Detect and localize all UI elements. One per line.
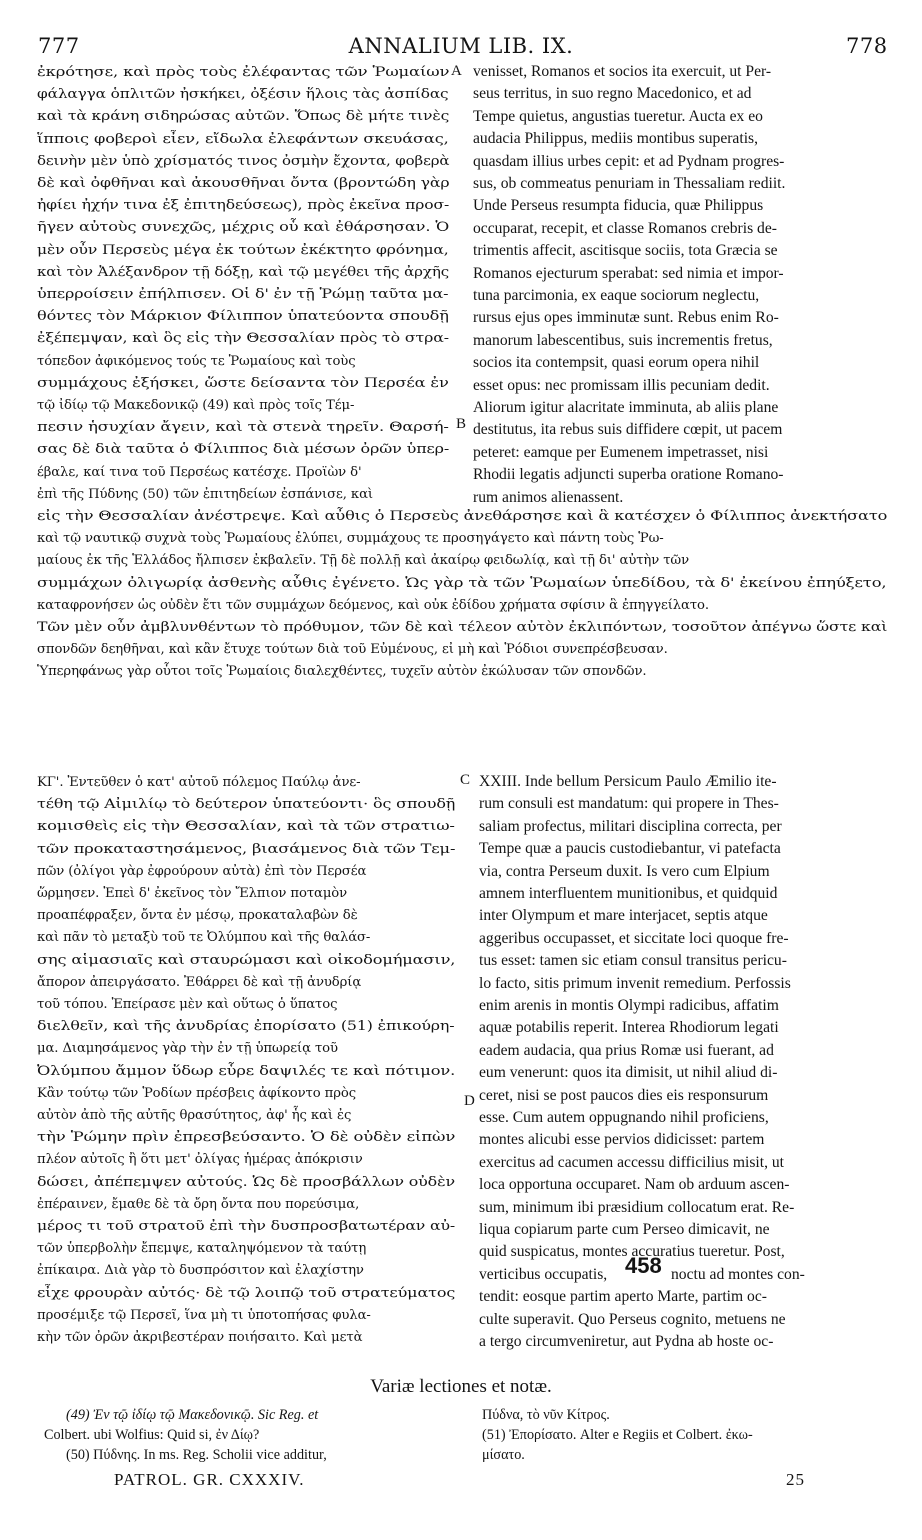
left-page-number: 777: [38, 34, 80, 58]
margin-letter-b: B: [456, 416, 467, 432]
note-line: (50) Πύδνης. In ms. Reg. Scholii vice additur,: [66, 1447, 327, 1463]
text-line: ὑπερροίσειν ἐπήλπισεν. Οἱ δ' ἐν τῇ Ῥώμῃ ταῦτα μα-: [37, 287, 449, 302]
text-line: XXIII. Inde bellum Persicum Paulo Æmilio ite-: [479, 773, 777, 790]
text-line: συμμάχων ὀλιγωρίᾳ ἀσθενὴς αὖθις ἐγένετο. Ὡς γὰρ τὰ τῶν Ῥωμαίων ὑπεδίδου, τὰ δ' ἐκείνου ἐπηύξετο,: [37, 575, 887, 591]
text-line: Rhodii legatis adjuncti superba oratione Romano-: [473, 466, 784, 484]
variae-lectiones-heading: Variæ lectiones et notæ.: [370, 1376, 552, 1397]
margin-letter-a: A: [451, 63, 462, 79]
text-line: lo facto, sitis primum invenit remedium. Perfossis: [479, 974, 791, 992]
text-line: loca opportuna occuparet. Nam ob arduum ascen-: [479, 1176, 790, 1194]
text-line: destitutus, ita rebus suis diffidere cœpit, ut pacem: [473, 421, 783, 439]
text-line: καὶ τὸν Ἀλέξανδρον τῇ δόξῃ, καὶ τῷ μεγέθει τῆς ἀρχῆς: [37, 264, 450, 280]
text-line: montes alicubi esse pervios didicisset: partem: [479, 1131, 765, 1149]
text-line: esse. Cum autem oppugnando nihil proficiens,: [479, 1109, 769, 1126]
text-line: ῆγεν αὐτοὺς συνεχῶς, μέχρις οὗ καὶ ἐθάρσησαν. Ὁ: [37, 220, 450, 236]
text-line: occuparat, recepit, et classe Romanos crebris de-: [473, 219, 777, 237]
text-line: a tergo circumveniretur, aut Pydna ab hoste oc-: [479, 1333, 774, 1350]
text-line: ἐπέραινεν, ἔμαθε δὲ τὰ ὄρη ὄντα που πορεύσιμα,: [37, 1196, 360, 1212]
text-line: Tempe quietus, angustias tueretur. Aucta ex eo: [473, 107, 763, 125]
text-line: peteret: eamque per Eumenem impetrasset, nisi: [473, 443, 769, 461]
text-line: sus, ob commeatus penuriam in Thessaliam rediit.: [473, 175, 786, 192]
text-line: ἐξέπεμψαν, καὶ ὃς εἰς τὴν Θεσσαλίαν πρὸς τὸ στρα-: [37, 331, 449, 347]
text-line: via, contra Perseum duxit. Is vero cum Elpium: [479, 862, 770, 880]
text-line: συμμάχους ἐξήσκει, ὥστε δείσαντα τὸν Περσέα ἐν: [37, 375, 449, 391]
text-line: Romanos ejecturum sperabat: sed nimia et impor-: [473, 264, 784, 282]
text-line: τέθη τῷ Αἰμιλίῳ τὸ δεύτερον ὑπατεύοντι· ὃς σπουδῇ: [37, 797, 456, 813]
text-line: Τῶν μὲν οὖν ἀμβλυνθέντων τὸ πρόθυμον, τῶν δὲ καὶ τέλεον αὐτὸν ἐκλιπόντων, τοσοῦτον ἀπέγνω ὥστε καὶ: [37, 620, 888, 635]
text-line: tendit: eosque partim aperto Marte, partim oc-: [479, 1288, 767, 1306]
note-line: Colbert. ubi Wolfius: Quid si, ἐν Δίῳ?: [44, 1427, 260, 1443]
text-line: culte superavit. Quo Perseus cognito, metuens ne: [479, 1310, 786, 1328]
text-line: σης αἱμασιαῖς καὶ σταυρώμασι καὶ οἰκοδομήμασιν,: [37, 952, 456, 968]
text-line: ceret, nisi se post paucos dies eis responsurum: [479, 1086, 769, 1104]
page-number-badge: 458: [625, 1253, 662, 1278]
text-line: πλέον αὐτοῖς ἢ ὅτι μετ' ὀλίγας ἡμέρας ἀπόκρισιν: [37, 1152, 363, 1168]
text-line: quasdam illius urbes cepit: et ad Pydnam progres-: [473, 152, 785, 170]
text-line: καταφρονήσεν ὡς οὐδὲν ἔτι τῶν συμμάχων δεόμενος, καὶ οὐκ ἐδίδου χρήματα σφίσιν ἃ ἐπηγγείλατο.: [37, 597, 709, 613]
text-line: aggeribus occupasset, et siccitate loci quoque fre-: [479, 929, 789, 947]
text-line: enim arenis in montis Olympi radicibus, affatim: [479, 997, 779, 1014]
text-line: φάλαγγα ὁπλιτῶν ἠσκήκει, ὀξέσιν ἥλοις τὰς ἀσπίδας: [37, 87, 449, 103]
text-line: ἐπὶ τῆς Πύδνης (50) τῶν ἐπιτηδείων ἐσπάνισε, καὶ: [37, 486, 373, 502]
text-line: eadem audacia, qua prius Romæ usi fuerant, ad: [479, 1041, 774, 1059]
text-line: liqua copiarum parte cum Perseo dimicavit, ne: [479, 1221, 770, 1238]
text-line: μαίους ἐκ τῆς Ἑλλάδος ἤλπισεν ἐκβαλεῖν. Τῇ δὲ πολλῇ καὶ ἀκαίρῳ φειδωλίᾳ, καὶ τῇ δι' αὐτὴν τῶν: [37, 553, 690, 569]
text-line: μὲν οὖν Περσεὺς μέγα ἐκ τούτων ἐκέκτητο φρόνημα,: [37, 242, 449, 258]
text-line: σας δὲ διὰ ταῦτα ὁ Φίλιππος διὰ μέσων ὀρῶν ὑπερ-: [37, 442, 450, 458]
text-line: τῶν ὑπερβολὴν ἔπεμψε, καταληψόμενον τὰ ταύτῃ: [37, 1241, 367, 1257]
text-line: socios ita contempsit, quasi eorum opera nihil: [473, 354, 760, 372]
text-line: εἰς τὴν Θεσσαλίαν ἀνέστρεψε. Καὶ αὖθις ὁ Περσεὺς ἀνεθάρσησε καὶ ἃ κατέσχεν ὁ Φίλιππος ἀνεκτήσατο: [37, 509, 888, 524]
text-line: tuna parcimonia, ex eaque sociorum neglectu,: [473, 287, 760, 304]
text-line: εἶχε φρουρὰν αὐτός· δὲ τῷ λοιπῷ τοῦ στρατεύματος: [37, 1285, 456, 1301]
note-line: (51) Ἐπορίσατο. Alter e Regiis et Colbert. ἐκω-: [482, 1427, 753, 1443]
note-line: (49) Ἐν τῷ ἰδίῳ τῷ Μακεδονικῷ. Sic Reg. et: [66, 1407, 319, 1423]
right-page-number: 778: [846, 34, 888, 58]
note-line: Πύδνα, τὸ νῦν Κίτρος.: [482, 1407, 610, 1423]
text-line: τοῦ τόπου. Ἐπείρασε μὲν καὶ οὕτως ὁ ὕπατος: [37, 997, 338, 1012]
text-line: Tempe quæ a paucis custodiebantur, vi patefacta: [479, 840, 781, 858]
text-line: σπονδῶν δεηθῆναι, καὶ κἂν ἔτυχε τούτων διὰ τοῦ Εὐμένους, εἰ μὴ καὶ Ῥόδιοι συνεπρέσβευσαν.: [37, 642, 668, 658]
text-line: προσέμιξε τῷ Περσεῖ, ἵνα μὴ τι ὑποτοπήσας φυλα-: [37, 1307, 371, 1323]
text-line: quid suspicatus, montes accuratius tueretur. Post,: [479, 1243, 785, 1261]
text-line: manorum labescentibus, suis incrementis fretus,: [473, 331, 773, 349]
text-line: δὲ καὶ ὀφθῆναι καὶ ἀκουσθῆναι ὄντα (βροντώδη γὰρ: [37, 176, 450, 191]
text-line: τῶν προκαταστησάμενος, βιασάμενος διὰ τῶν Τεμ-: [37, 841, 456, 857]
text-line: aquæ potabilis reperit. Interea Rhodiorum legati: [479, 1019, 779, 1037]
text-line: rum consuli est mandatum: qui propere in Thes-: [479, 795, 779, 813]
text-line: διελθεῖν, καὶ τῆς ἀνυδρίας ἐπορίσατο (51) ἐπικούρη-: [37, 1019, 455, 1035]
text-line: tus esset: tamen sic etiam consul transitus pericu-: [479, 952, 787, 970]
text-line: Ὀλύμπου ἄμμον ὕδωρ εὗρε δαψιλές τε καὶ πότιμον.: [37, 1063, 456, 1079]
text-line: μα. Διαμησάμενος γὰρ τὴν ἐν τῇ ὑπωρείᾳ τοῦ: [37, 1041, 338, 1057]
text-line: προαπέφραξεν, ὄντα ἐν μέσῳ, προκαταλαβὼν δὲ: [37, 908, 358, 924]
text-line: saliam profectus, militari disciplina correcta, per: [479, 817, 782, 835]
text-line: ὥρμησεν. Ἐπεὶ δ' ἐκεῖνος τὸν Ἔλπιον ποταμὸν: [37, 886, 348, 901]
text-line: έβαλε, καί τινα τοῦ Περσέως κατέσχε. Προϊὼν δ': [37, 464, 362, 480]
text-line: πεσιν ἡσυχίαν ἄγειν, καὶ τὰ στενὰ τηρεῖν. Θαρσή-: [37, 420, 449, 436]
footer-sheet-number: 25: [786, 1470, 805, 1489]
text-line: ἐπίκαιρα. Διὰ γὰρ τὸ δυσπρόσιτον καὶ ἐλαχίστην: [37, 1263, 364, 1279]
text-line: inter Olympum et mare interjacet, septis atque: [479, 907, 768, 925]
text-line: verticibus occupatis,: [479, 1265, 608, 1283]
text-line: exercitus ad cacumen accessu difficilius misit, ut: [479, 1153, 784, 1171]
text-line: eum venerunt: quos ita dimisit, ut nihil aliud di-: [479, 1064, 778, 1082]
text-line: Κἂν τούτῳ τῶν Ῥοδίων πρέσβεις ἀφίκοντο πρὸς: [37, 1085, 356, 1101]
text-line: trimentis affecit, ascitisque sociis, tota Græcia se: [473, 242, 778, 260]
text-line: κομισθεὶς εἰς τὴν Θεσσαλίαν, καὶ τὰ τῶν στρατιω-: [37, 819, 455, 835]
text-line: Ὑπερηφάνως γὰρ οὗτοι τοῖς Ῥωμαίοις διαλεχθέντες, τυχεῖν αὐτὸν ἐκώλυσαν τῶν σπονδῶν.: [37, 664, 647, 680]
footer-signature: PATROL. GR. CXXXIV.: [114, 1470, 305, 1489]
text-line: rum animos alienassent.: [473, 488, 624, 506]
text-line: audacia Philippus, mediis montibus superatis,: [473, 130, 758, 148]
text-line: Aliorum igitur alacritate imminuta, ab aliis plane: [473, 399, 779, 416]
text-line: ἄπορον ἀπειργάσατο. Ἐθάρρει δὲ καὶ τῇ ἀνυδρίᾳ: [37, 974, 362, 990]
text-line: αὐτὸν ἀπὸ τῆς αὐτῆς θρασύτητος, ἀφ' ἧς καὶ ἐς: [37, 1108, 352, 1123]
running-title: ANNALIUM LIB. IX.: [348, 34, 574, 58]
text-line: ἵπποις φοβεροὶ εἶεν, εἴδωλα ἐλεφάντων σκευάσας,: [37, 131, 449, 147]
text-line: θόντες τὸν Μάρκιον Φίλιππον ὑπατεύοντα σπουδῇ: [37, 309, 449, 325]
text-line: δεινὴν μὲν ὑπὸ χρίσματός τινος ὀσμὴν ἔχοντα, φοβερὰ: [37, 153, 450, 169]
text-line: καὶ τῷ ναυτικῷ συχνὰ τοὺς Ῥωμαίους ἐλύπει, συμμάχους τε προσηγάγετο καὶ πάντη τοὺς Ῥω-: [37, 531, 664, 547]
text-line: τόπεδον ἀφικόμενος τούς τε Ῥωμαίους καὶ τοὺς: [37, 353, 356, 369]
text-line: seus territus, in suo regno Macedonico, et ad: [473, 85, 752, 103]
text-line: sum, minimum ibi præsidium collocatum erat. Re-: [479, 1198, 795, 1216]
text-line: τὴν Ῥώμην πρὶν ἐπρεσβεύσαντο. Ὁ δὲ οὐδὲν εἰπὼν: [37, 1130, 456, 1146]
text-line: δώσει, ἀπέπεμψεν αὐτούς. Ὡς δὲ προσβάλλων οὐδὲν: [37, 1174, 456, 1190]
text-line: Unde Perseus resumpta fiducia, quæ Philippus: [473, 197, 764, 215]
text-line: ἠφίει ἠχήν τινα ἐξ ἐπιτηδεύσεως), πρὸς ἐκεῖνα προσ-: [37, 198, 450, 214]
text-line: μέρος τι τοῦ στρατοῦ ἐπὶ τὴν δυσπροσβατωτέραν αὐ-: [37, 1219, 456, 1234]
text-line: ΚΓ'. Ἐντεῦθεν ὁ κατ' αὐτοῦ πόλεμος Παύλῳ ἀνε-: [37, 775, 361, 790]
margin-letter-c: C: [460, 772, 471, 788]
text-line: rursus ejus opes imminutæ sunt. Rebus enim Ro-: [473, 309, 779, 327]
text-line: κὴν τῶν ὀρῶν ἀκριβεστέραν ποιήσαιτο. Καὶ μετὰ: [37, 1330, 363, 1345]
text-line: ἐκρότησε, καὶ πρὸς τοὺς ἐλέφαντας τῶν Ῥωμαίων: [37, 65, 450, 80]
text-line: noctu ad montes con-: [671, 1265, 805, 1283]
text-line: καὶ πᾶν τὸ μεταξὺ τοῦ τε Ὀλύμπου καὶ τῆς θαλάσ-: [37, 930, 371, 946]
text-line: esset opus: nec promissam illis pecuniam dedit.: [473, 376, 770, 394]
margin-letter-d: D: [464, 1093, 475, 1109]
note-line: μίσατο.: [482, 1447, 525, 1463]
text-line: amnem interfluentem munitionibus, et quidquid: [479, 885, 778, 902]
text-line: καὶ τὰ κράνη σιδηρώσας αὐτῶν. Ὅπως δὲ μήτε τινὲς: [37, 109, 450, 125]
text-line: πῶν (ὀλίγοι γὰρ ἐφρούρουν αὐτὰ) ἐπὶ τὸν Περσέα: [37, 863, 367, 879]
text-line: venisset, Romanos et socios ita exercuit, ut Per-: [473, 63, 772, 80]
text-line: τῷ ἰδίῳ τῷ Μακεδονικῷ (49) καὶ πρὸς τοῖς Τέμ-: [37, 398, 355, 413]
